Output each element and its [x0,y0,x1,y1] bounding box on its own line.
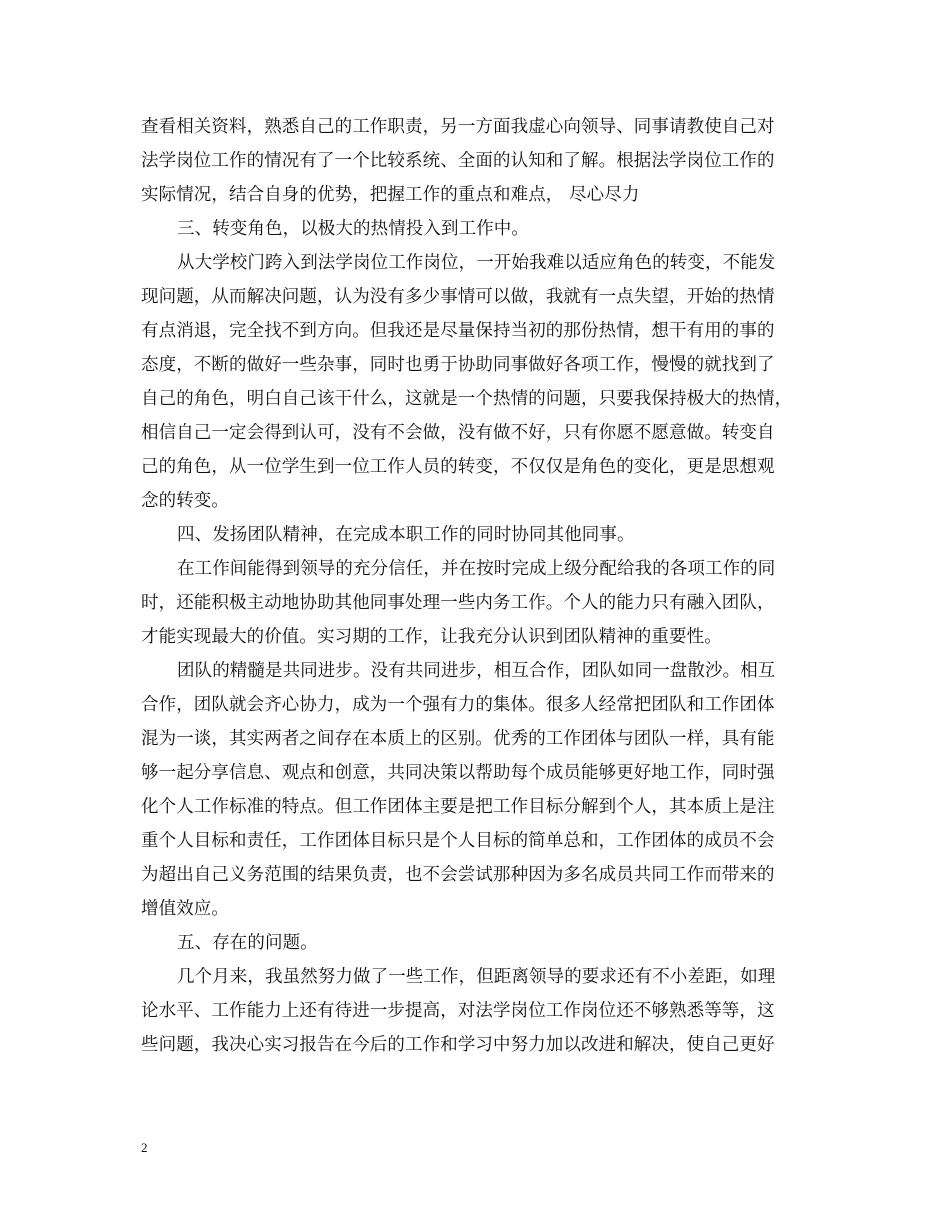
text-line: 念的转变。 [141,491,229,511]
text-line: 自己的角色，明白自己该干什么，这就是一个热情的问题，只要我保持极大的热情， [141,389,793,409]
text-line: 在工作间能得到领导的充分信任，并在按时完成上级分配给我的各项工作的同 [177,559,776,579]
text-line: 合作，团队就会齐心协力，成为一个强有力的集体。很多人经常把团队和工作团体 [141,695,775,715]
text-line: 重个人目标和责任，工作团体目标只是个人目标的简单总和，工作团体的成员不会 [141,831,775,851]
text-line: 才能实现最大的价值。实习期的工作，让我充分认识到团队精神的重要性。 [141,627,722,647]
text-line: 混为一谈，其实两者之间存在本质上的区别。优秀的工作团体与团队一样，具有能 [141,729,775,749]
text-line: 些问题，我决心实习报告在今后的工作和学习中努力加以改进和解决，使自己更好 [141,1035,775,1055]
text-line: 有点消退，完全找不到方向。但我还是尽量保持当初的那份热情，想干有用的事的 [141,321,775,341]
text-line: 查看相关资料，熟悉自己的工作职责，另一方面我虚心向领导、同事请教使自己对 [141,117,775,137]
text-line: 为超出自己义务范围的结果负责，也不会尝试那种因为多名成员共同工作而带来的 [141,865,775,885]
text-line: 论水平、工作能力上还有待进一步提高，对法学岗位工作岗位还不够熟悉等等，这 [141,1001,775,1021]
section-heading: 五、存在的问题。 [177,933,318,953]
text-line: 实际情况，结合自身的优势，把握工作的重点和难点， 尽心尽力 [141,185,640,205]
page-number: 2 [141,1140,148,1155]
text-line: 法学岗位工作的情况有了一个比较系统、全面的认知和了解。根据法学岗位工作的 [141,151,775,171]
section-heading: 四、发扬团队精神，在完成本职工作的同时协同其他同事。 [177,525,635,545]
text-line: 增值效应。 [141,899,229,919]
text-line: 够一起分享信息、观点和创意，共同决策以帮助每个成员能够更好地工作，同时强 [141,763,775,783]
text-line: 几个月来，我虽然努力做了一些工作，但距离领导的要求还有不小差距，如理 [177,967,776,987]
text-line: 化个人工作标准的特点。但工作团体主要是把工作目标分解到个人，其本质上是注 [141,797,775,817]
text-line: 团队的精髓是共同进步。没有共同进步，相互合作，团队如同一盘散沙。相互 [177,661,776,681]
document-body [141,110,823,1062]
text-line: 时，还能积极主动地协助其他同事处理一些内务工作。个人的能力只有融入团队， [141,593,775,613]
text-line: 从大学校门跨入到法学岗位工作岗位，一开始我难以适应角色的转变，不能发 [177,253,776,273]
text-line: 现问题，从而解决问题，认为没有多少事情可以做，我就有一点失望，开始的热情 [141,287,775,307]
section-heading: 三、转变角色，以极大的热情投入到工作中。 [177,219,529,239]
text-line: 己的角色，从一位学生到一位工作人员的转变，不仅仅是角色的变化，更是思想观 [141,457,775,477]
text-line: 态度，不断的做好一些杂事，同时也勇于协助同事做好各项工作，慢慢的就找到了 [141,355,775,375]
text-line: 相信自己一定会得到认可，没有不会做，没有做不好，只有你愿不愿意做。转变自 [141,423,775,443]
